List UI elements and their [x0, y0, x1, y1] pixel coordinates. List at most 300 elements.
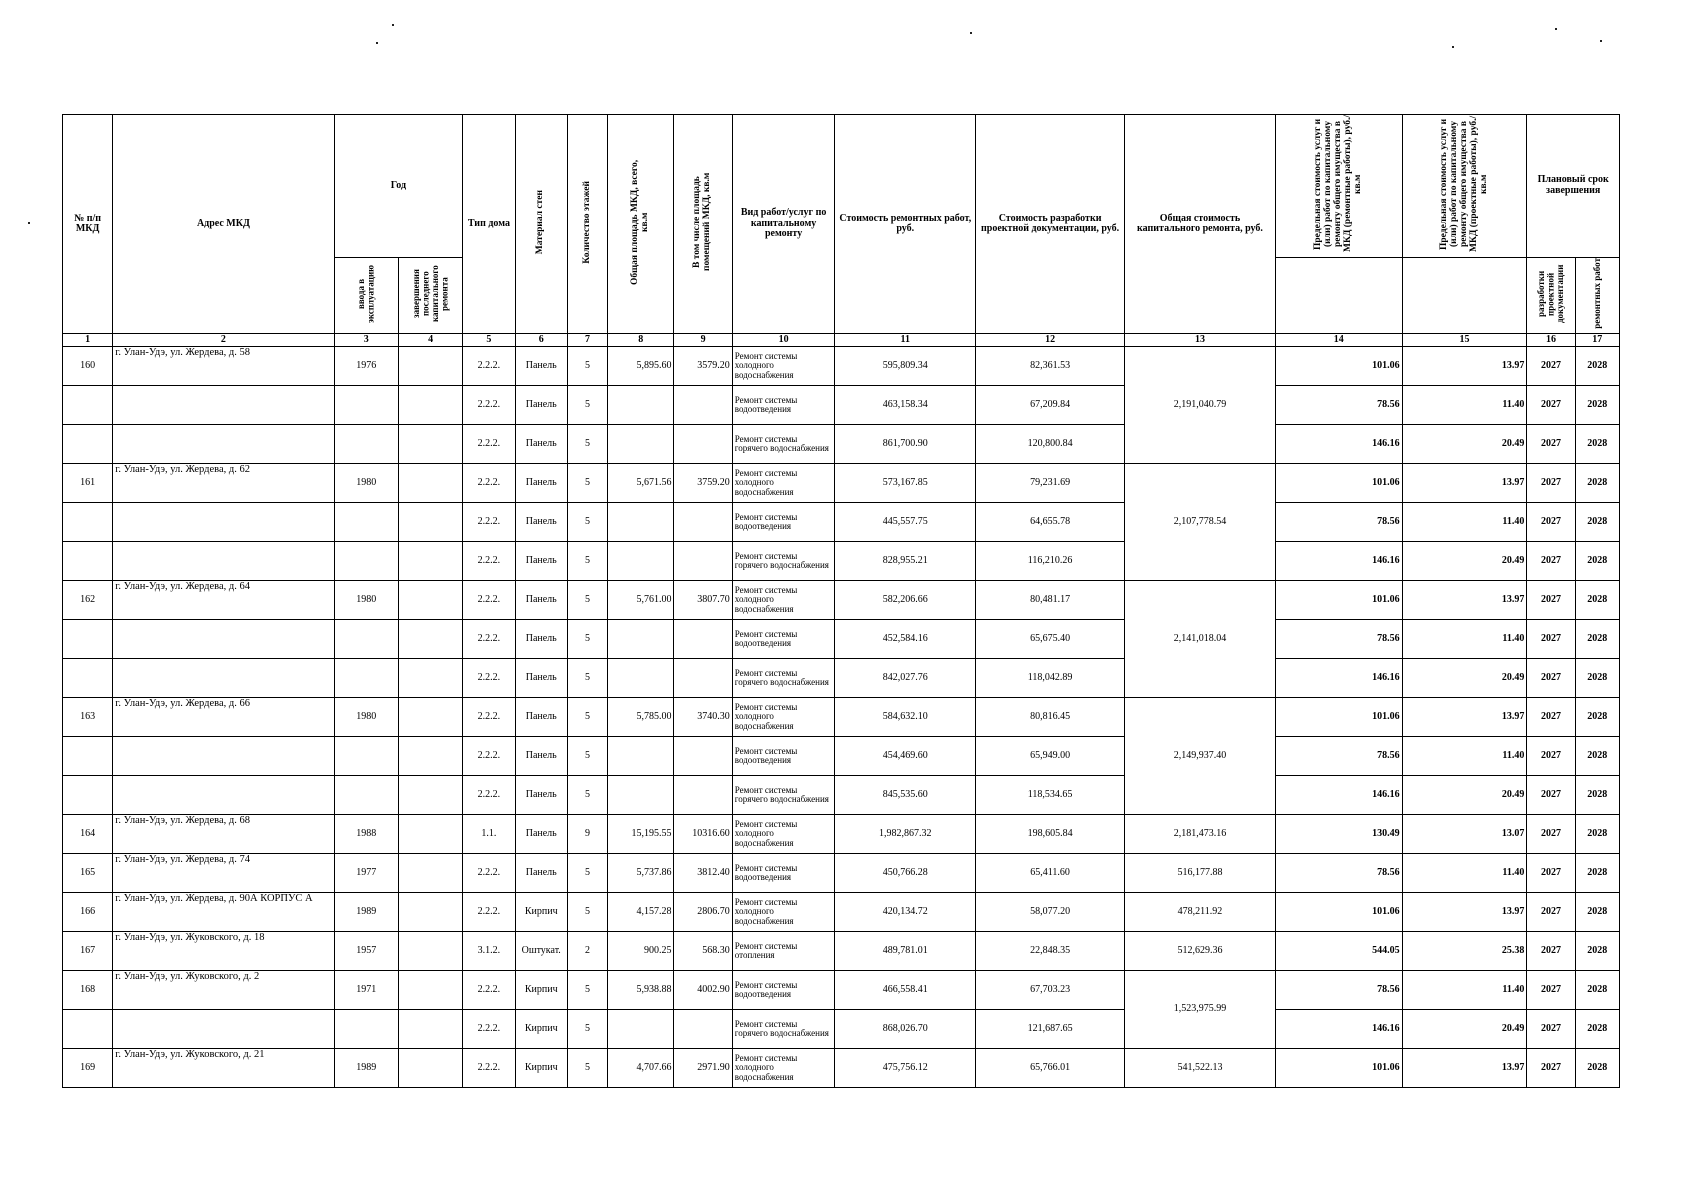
cell-last — [398, 815, 462, 854]
cell-d1: 2027 — [1527, 620, 1575, 659]
cell-parea: 4002.90 — [674, 971, 732, 1010]
cell-design: 65,766.01 — [976, 1049, 1125, 1088]
cell-year: 1971 — [334, 971, 398, 1010]
cell-parea — [674, 776, 732, 815]
cell-floors: 9 — [567, 815, 607, 854]
cell-d1: 2027 — [1527, 1010, 1575, 1049]
register-table — [62, 114, 1620, 1088]
cell-last — [398, 659, 462, 698]
cell-addr — [113, 542, 334, 581]
cell-wall: Панель — [515, 737, 567, 776]
cell-area: 4,157.28 — [608, 893, 674, 932]
cell-design: 198,605.84 — [976, 815, 1125, 854]
cell-cost: 454,469.60 — [835, 737, 976, 776]
cell-last — [398, 932, 462, 971]
table-row — [63, 386, 1620, 425]
cell-cost: 450,766.28 — [835, 854, 976, 893]
cell-wall: Панель — [515, 698, 567, 737]
cell-area: 5,737.86 — [608, 854, 674, 893]
cell-parea: 3579.20 — [674, 347, 732, 386]
cell-type: 2.2.2. — [463, 659, 515, 698]
cell-floors: 5 — [567, 542, 607, 581]
cell-total-cost: 478,211.92 — [1125, 893, 1276, 932]
cell-last — [398, 971, 462, 1010]
col-num-9: 9 — [674, 334, 732, 347]
hdr-year: Год — [334, 115, 463, 258]
col-num-13: 13 — [1125, 334, 1276, 347]
cell-total-cost: 2,181,473.16 — [1125, 815, 1276, 854]
cell-type: 2.2.2. — [463, 1010, 515, 1049]
table-row — [63, 503, 1620, 542]
cell-work: Ремонт системы водоотведения — [732, 971, 835, 1010]
cell-parea — [674, 1010, 732, 1049]
cell-no — [63, 620, 113, 659]
cell-design: 118,042.89 — [976, 659, 1125, 698]
cell-no: 167 — [63, 932, 113, 971]
cell-type: 2.2.2. — [463, 854, 515, 893]
cell-last — [398, 698, 462, 737]
cell-wall: Кирпич — [515, 1010, 567, 1049]
col-num-2: 2 — [113, 334, 334, 347]
capital-repair-register — [62, 114, 1620, 1088]
hdr-wall-material: Материал стен — [515, 115, 567, 334]
cell-total-cost: 2,149,937.40 — [1125, 698, 1276, 815]
cell-wall: Оштукат. — [515, 932, 567, 971]
cell-limit-d: 20.49 — [1402, 425, 1527, 464]
cell-limit-d: 13.97 — [1402, 581, 1527, 620]
cell-work: Ремонт системы отопления — [732, 932, 835, 971]
cell-work: Ремонт системы водоотведения — [732, 503, 835, 542]
hdr-work-type: Вид работ/услуг по капитальному ремонту — [732, 115, 835, 334]
cell-work: Ремонт системы горячего водоснабжения — [732, 776, 835, 815]
cell-cost: 489,781.01 — [835, 932, 976, 971]
cell-wall: Панель — [515, 503, 567, 542]
cell-limit-d: 20.49 — [1402, 1010, 1527, 1049]
cell-d1: 2027 — [1527, 581, 1575, 620]
cell-year: 1980 — [334, 464, 398, 503]
cell-d1: 2027 — [1527, 386, 1575, 425]
cell-total-cost: 2,191,040.79 — [1125, 347, 1276, 464]
col-num-11: 11 — [835, 334, 976, 347]
cell-design: 67,703.23 — [976, 971, 1125, 1010]
cell-area: 5,785.00 — [608, 698, 674, 737]
cell-addr: г. Улан-Удэ, ул. Жуковского, д. 18 — [113, 932, 334, 971]
cell-design: 80,481.17 — [976, 581, 1125, 620]
cell-limit-d: 11.40 — [1402, 737, 1527, 776]
cell-year: 1989 — [334, 893, 398, 932]
col-num-15: 15 — [1402, 334, 1527, 347]
cell-floors: 5 — [567, 893, 607, 932]
cell-floors: 2 — [567, 932, 607, 971]
cell-limit-w: 146.16 — [1275, 542, 1402, 581]
cell-cost: 845,535.60 — [835, 776, 976, 815]
cell-work: Ремонт системы водоотведения — [732, 386, 835, 425]
cell-design: 58,077.20 — [976, 893, 1125, 932]
cell-year — [334, 1010, 398, 1049]
col-num-5: 5 — [463, 334, 515, 347]
cell-limit-w: 78.56 — [1275, 737, 1402, 776]
cell-limit-d: 11.40 — [1402, 854, 1527, 893]
cell-parea — [674, 737, 732, 776]
cell-addr — [113, 659, 334, 698]
cell-cost: 466,558.41 — [835, 971, 976, 1010]
cell-parea: 10316.60 — [674, 815, 732, 854]
cell-addr: г. Улан-Удэ, ул. Жердева, д. 66 — [113, 698, 334, 737]
cell-parea: 3759.20 — [674, 464, 732, 503]
cell-wall: Панель — [515, 815, 567, 854]
cell-year — [334, 620, 398, 659]
cell-d2: 2028 — [1575, 386, 1619, 425]
cell-total-cost: 541,522.13 — [1125, 1049, 1276, 1088]
cell-parea: 3740.30 — [674, 698, 732, 737]
cell-design: 65,949.00 — [976, 737, 1125, 776]
hdr-cost-work: Стоимость ремонтных работ, руб. — [835, 115, 976, 334]
cell-last — [398, 347, 462, 386]
cell-d2: 2028 — [1575, 464, 1619, 503]
cell-wall: Панель — [515, 854, 567, 893]
cell-parea: 2971.90 — [674, 1049, 732, 1088]
cell-floors: 5 — [567, 464, 607, 503]
hdr-house-type: Тип дома — [463, 115, 515, 334]
cell-d2: 2028 — [1575, 620, 1619, 659]
cell-parea — [674, 425, 732, 464]
cell-d1: 2027 — [1527, 932, 1575, 971]
table-row — [63, 815, 1620, 854]
cell-no: 168 — [63, 971, 113, 1010]
cell-floors: 5 — [567, 971, 607, 1010]
cell-d2: 2028 — [1575, 581, 1619, 620]
cell-type: 2.2.2. — [463, 1049, 515, 1088]
cell-total-cost: 1,523,975.99 — [1125, 971, 1276, 1049]
hdr-blank-14 — [1275, 257, 1402, 334]
hdr-total-cost: Общая стоимость капитального ремонта, руб. — [1125, 115, 1276, 334]
cell-wall: Кирпич — [515, 893, 567, 932]
col-num-8: 8 — [608, 334, 674, 347]
cell-wall: Панель — [515, 386, 567, 425]
cell-design: 22,848.35 — [976, 932, 1125, 971]
cell-d2: 2028 — [1575, 737, 1619, 776]
cell-type: 2.2.2. — [463, 425, 515, 464]
cell-area — [608, 1010, 674, 1049]
cell-floors: 5 — [567, 503, 607, 542]
cell-year — [334, 776, 398, 815]
cell-total-cost: 512,629.36 — [1125, 932, 1276, 971]
cell-d1: 2027 — [1527, 737, 1575, 776]
hdr-cost-design: Стоимость разработки проектной документации, руб. — [976, 115, 1125, 334]
cell-year: 1989 — [334, 1049, 398, 1088]
cell-area — [608, 776, 674, 815]
cell-cost: 584,632.10 — [835, 698, 976, 737]
cell-addr — [113, 386, 334, 425]
cell-d2: 2028 — [1575, 1010, 1619, 1049]
table-row — [63, 1049, 1620, 1088]
cell-last — [398, 1010, 462, 1049]
cell-parea: 3807.70 — [674, 581, 732, 620]
cell-work: Ремонт системы холодного водоснабжения — [732, 815, 835, 854]
hdr-deadline-design: разработки проектной документации — [1527, 257, 1575, 334]
table-row — [63, 776, 1620, 815]
cell-limit-d: 13.97 — [1402, 347, 1527, 386]
table-row — [63, 854, 1620, 893]
hdr-floors: Количество этажей — [567, 115, 607, 334]
cell-type: 2.2.2. — [463, 971, 515, 1010]
cell-total-cost: 516,177.88 — [1125, 854, 1276, 893]
cell-cost: 868,026.70 — [835, 1010, 976, 1049]
col-num-4: 4 — [398, 334, 462, 347]
cell-d2: 2028 — [1575, 542, 1619, 581]
cell-area: 5,895.60 — [608, 347, 674, 386]
cell-d1: 2027 — [1527, 776, 1575, 815]
cell-area — [608, 386, 674, 425]
cell-addr: г. Улан-Удэ, ул. Жердева, д. 74 — [113, 854, 334, 893]
cell-floors: 5 — [567, 1049, 607, 1088]
cell-d2: 2028 — [1575, 659, 1619, 698]
cell-parea — [674, 659, 732, 698]
cell-d2: 2028 — [1575, 815, 1619, 854]
hdr-deadline: Плановый срок завершения — [1527, 115, 1620, 258]
cell-year — [334, 425, 398, 464]
col-num-14: 14 — [1275, 334, 1402, 347]
cell-d2: 2028 — [1575, 971, 1619, 1010]
cell-cost: 861,700.90 — [835, 425, 976, 464]
cell-work: Ремонт системы холодного водоснабжения — [732, 698, 835, 737]
cell-design: 80,816.45 — [976, 698, 1125, 737]
cell-cost: 828,955.21 — [835, 542, 976, 581]
cell-work: Ремонт системы горячего водоснабжения — [732, 425, 835, 464]
cell-d2: 2028 — [1575, 776, 1619, 815]
cell-limit-w: 78.56 — [1275, 503, 1402, 542]
cell-cost: 1,982,867.32 — [835, 815, 976, 854]
col-num-12: 12 — [976, 334, 1125, 347]
register-body — [63, 347, 1620, 1088]
cell-d2: 2028 — [1575, 347, 1619, 386]
hdr-premises-area: В том числе площадь помещений МКД, кв.м — [674, 115, 732, 334]
cell-limit-w: 101.06 — [1275, 1049, 1402, 1088]
cell-floors: 5 — [567, 425, 607, 464]
column-number-row — [63, 334, 1620, 347]
cell-no — [63, 386, 113, 425]
col-num-10: 10 — [732, 334, 835, 347]
cell-no — [63, 542, 113, 581]
table-row — [63, 698, 1620, 737]
cell-addr: г. Улан-Удэ, ул. Жуковского, д. 2 — [113, 971, 334, 1010]
cell-wall: Панель — [515, 581, 567, 620]
cell-limit-w: 146.16 — [1275, 1010, 1402, 1049]
cell-parea — [674, 503, 732, 542]
cell-type: 2.2.2. — [463, 464, 515, 503]
cell-work: Ремонт системы холодного водоснабжения — [732, 464, 835, 503]
cell-year: 1976 — [334, 347, 398, 386]
cell-design: 118,534.65 — [976, 776, 1125, 815]
cell-design: 65,675.40 — [976, 620, 1125, 659]
cell-limit-w: 130.49 — [1275, 815, 1402, 854]
cell-no — [63, 1010, 113, 1049]
hdr-no: № п/п МКД — [63, 115, 113, 334]
cell-limit-w: 101.06 — [1275, 698, 1402, 737]
cell-floors: 5 — [567, 347, 607, 386]
cell-area: 4,707.66 — [608, 1049, 674, 1088]
cell-no: 160 — [63, 347, 113, 386]
cell-work: Ремонт системы водоотведения — [732, 737, 835, 776]
cell-design: 121,687.65 — [976, 1010, 1125, 1049]
cell-year: 1980 — [334, 698, 398, 737]
cell-no: 164 — [63, 815, 113, 854]
cell-type: 2.2.2. — [463, 503, 515, 542]
cell-type: 3.1.2. — [463, 932, 515, 971]
cell-parea — [674, 386, 732, 425]
cell-last — [398, 776, 462, 815]
cell-limit-d: 11.40 — [1402, 386, 1527, 425]
cell-year — [334, 542, 398, 581]
cell-no: 163 — [63, 698, 113, 737]
cell-wall: Панель — [515, 659, 567, 698]
cell-area: 5,671.56 — [608, 464, 674, 503]
cell-last — [398, 1049, 462, 1088]
cell-year — [334, 737, 398, 776]
cell-last — [398, 854, 462, 893]
cell-no — [63, 503, 113, 542]
cell-total-cost: 2,107,778.54 — [1125, 464, 1276, 581]
cell-cost: 595,809.34 — [835, 347, 976, 386]
cell-limit-d: 13.97 — [1402, 698, 1527, 737]
cell-floors: 5 — [567, 659, 607, 698]
cell-limit-w: 78.56 — [1275, 854, 1402, 893]
cell-d2: 2028 — [1575, 698, 1619, 737]
cell-addr: г. Улан-Удэ, ул. Жердева, д. 68 — [113, 815, 334, 854]
cell-no — [63, 776, 113, 815]
cell-limit-w: 78.56 — [1275, 386, 1402, 425]
cell-cost: 573,167.85 — [835, 464, 976, 503]
cell-limit-d: 20.49 — [1402, 659, 1527, 698]
cell-addr — [113, 425, 334, 464]
cell-work: Ремонт системы холодного водоснабжения — [732, 893, 835, 932]
cell-type: 2.2.2. — [463, 581, 515, 620]
table-row — [63, 893, 1620, 932]
cell-d1: 2027 — [1527, 698, 1575, 737]
cell-limit-w: 101.06 — [1275, 581, 1402, 620]
cell-no: 166 — [63, 893, 113, 932]
cell-wall: Кирпич — [515, 971, 567, 1010]
cell-last — [398, 737, 462, 776]
cell-type: 2.2.2. — [463, 347, 515, 386]
cell-cost: 475,756.12 — [835, 1049, 976, 1088]
table-row — [63, 542, 1620, 581]
cell-area: 5,938.88 — [608, 971, 674, 1010]
cell-design: 67,209.84 — [976, 386, 1125, 425]
hdr-address: Адрес МКД — [113, 115, 334, 334]
table-row — [63, 620, 1620, 659]
cell-addr: г. Улан-Удэ, ул. Жердева, д. 90А КОРПУС А — [113, 893, 334, 932]
cell-area: 15,195.55 — [608, 815, 674, 854]
table-row — [63, 737, 1620, 776]
cell-d1: 2027 — [1527, 893, 1575, 932]
hdr-limit-work: Предельная стоимость услуг и (или) работ по капитальному ремонту общего имущества в МКД (ремонтные работы), руб./кв.м — [1275, 115, 1402, 258]
cell-floors: 5 — [567, 386, 607, 425]
cell-last — [398, 425, 462, 464]
cell-addr: г. Улан-Удэ, ул. Жуковского, д. 21 — [113, 1049, 334, 1088]
cell-d2: 2028 — [1575, 893, 1619, 932]
cell-last — [398, 620, 462, 659]
cell-floors: 5 — [567, 581, 607, 620]
table-row — [63, 464, 1620, 503]
hdr-blank-15 — [1402, 257, 1527, 334]
cell-d1: 2027 — [1527, 815, 1575, 854]
cell-type: 2.2.2. — [463, 737, 515, 776]
cell-limit-w: 146.16 — [1275, 776, 1402, 815]
cell-addr — [113, 620, 334, 659]
cell-year: 1988 — [334, 815, 398, 854]
cell-work: Ремонт системы горячего водоснабжения — [732, 1010, 835, 1049]
cell-no: 165 — [63, 854, 113, 893]
cell-year: 1977 — [334, 854, 398, 893]
cell-no: 162 — [63, 581, 113, 620]
cell-addr — [113, 737, 334, 776]
cell-limit-d: 13.97 — [1402, 893, 1527, 932]
cell-limit-w: 101.06 — [1275, 893, 1402, 932]
cell-parea: 2806.70 — [674, 893, 732, 932]
cell-year — [334, 503, 398, 542]
cell-parea: 3812.40 — [674, 854, 732, 893]
cell-year — [334, 659, 398, 698]
cell-area — [608, 503, 674, 542]
table-row — [63, 1010, 1620, 1049]
table-row — [63, 971, 1620, 1010]
cell-d2: 2028 — [1575, 425, 1619, 464]
cell-area — [608, 659, 674, 698]
cell-work: Ремонт системы горячего водоснабжения — [732, 659, 835, 698]
cell-last — [398, 386, 462, 425]
cell-limit-d: 20.49 — [1402, 542, 1527, 581]
cell-d1: 2027 — [1527, 425, 1575, 464]
cell-work: Ремонт системы водоотведения — [732, 854, 835, 893]
cell-d1: 2027 — [1527, 503, 1575, 542]
cell-limit-w: 101.06 — [1275, 464, 1402, 503]
cell-work: Ремонт системы холодного водоснабжения — [732, 347, 835, 386]
cell-type: 2.2.2. — [463, 386, 515, 425]
cell-d1: 2027 — [1527, 542, 1575, 581]
cell-last — [398, 503, 462, 542]
cell-limit-d: 13.97 — [1402, 464, 1527, 503]
table-row — [63, 932, 1620, 971]
cell-design: 65,411.60 — [976, 854, 1125, 893]
cell-area: 5,761.00 — [608, 581, 674, 620]
table-row — [63, 425, 1620, 464]
cell-addr — [113, 1010, 334, 1049]
cell-floors: 5 — [567, 1010, 607, 1049]
table-row — [63, 581, 1620, 620]
cell-d1: 2027 — [1527, 659, 1575, 698]
cell-d1: 2027 — [1527, 854, 1575, 893]
cell-floors: 5 — [567, 854, 607, 893]
cell-last — [398, 542, 462, 581]
cell-last — [398, 581, 462, 620]
cell-design: 64,655.78 — [976, 503, 1125, 542]
cell-wall: Панель — [515, 542, 567, 581]
cell-limit-w: 544.05 — [1275, 932, 1402, 971]
cell-cost: 445,557.75 — [835, 503, 976, 542]
cell-addr — [113, 503, 334, 542]
cell-last — [398, 893, 462, 932]
cell-design: 116,210.26 — [976, 542, 1125, 581]
cell-addr: г. Улан-Удэ, ул. Жердева, д. 62 — [113, 464, 334, 503]
cell-design: 82,361.53 — [976, 347, 1125, 386]
table-row — [63, 347, 1620, 386]
cell-wall: Панель — [515, 620, 567, 659]
cell-work: Ремонт системы горячего водоснабжения — [732, 542, 835, 581]
cell-floors: 5 — [567, 698, 607, 737]
cell-wall: Панель — [515, 347, 567, 386]
cell-work: Ремонт системы холодного водоснабжения — [732, 1049, 835, 1088]
